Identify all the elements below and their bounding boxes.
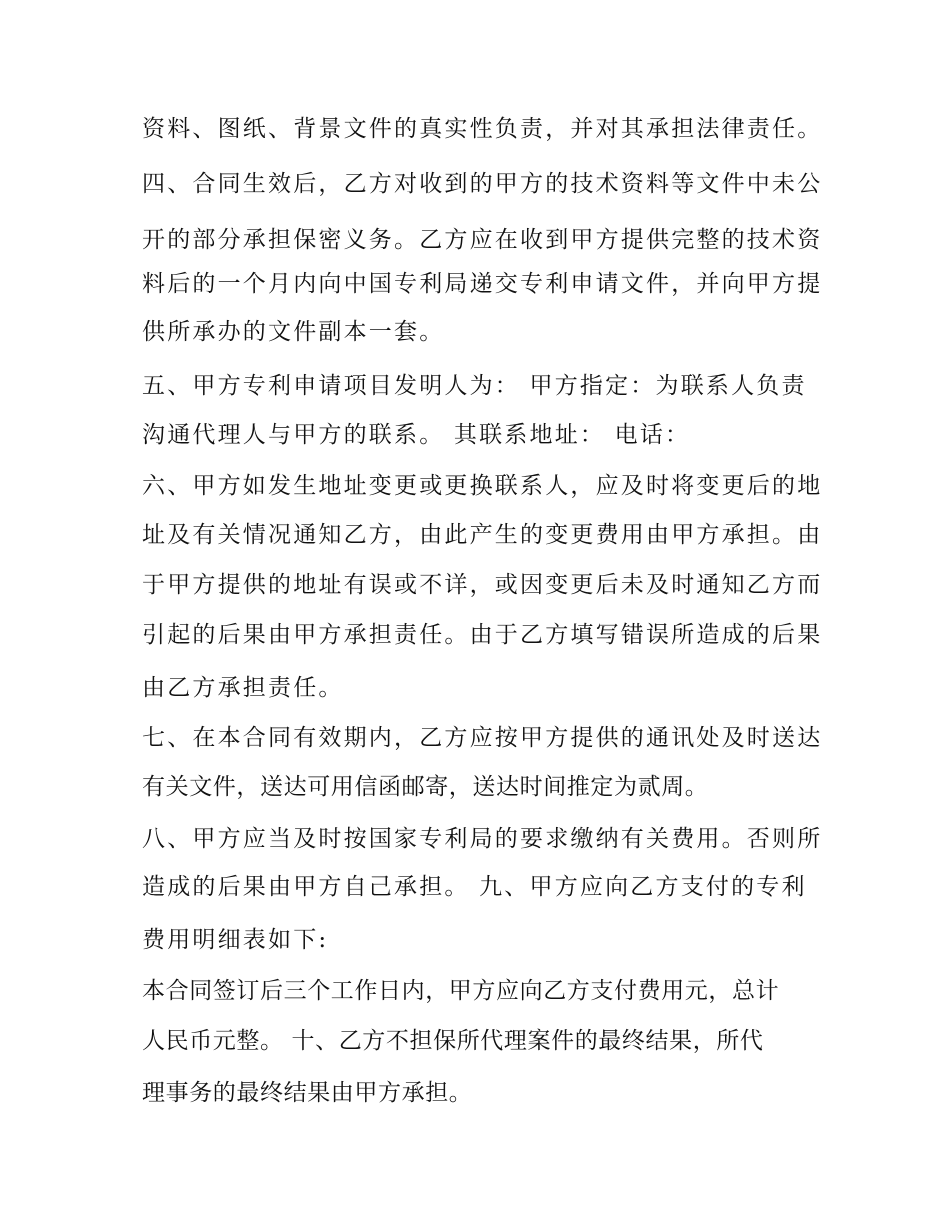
text-line: 理事务的最终结果由甲方承担。 <box>142 1080 473 1106</box>
text-line: 四、合同生效后，乙方对收到的甲方的技术资料等文件中未公 <box>142 171 823 197</box>
text-line: 供所承办的文件副本一套。 <box>142 319 445 345</box>
text-line: 址及有关情况通知乙方，由此产生的变更费用由甲方承担。由 <box>142 522 823 548</box>
text-line: 资料、图纸、背景文件的真实性负责，并对其承担法律责任。 <box>142 116 823 142</box>
text-line: 于甲方提供的地址有误或不详，或因变更后未及时通知乙方而 <box>142 572 823 598</box>
text-line: 七、在本合同有效期内，乙方应按甲方提供的通讯处及时送达 <box>142 725 823 751</box>
text-line: 料后的一个月内向中国专利局递交专利申请文件，并向甲方提 <box>142 271 823 297</box>
text-line: 由乙方承担责任。 <box>142 675 344 701</box>
text-line: 人民币元整。 十、乙方不担保所代理案件的最终结果，所代 <box>142 1028 764 1054</box>
text-line: 五、甲方专利申请项目发明人为： 甲方指定：为联系人负责 <box>142 373 807 399</box>
text-line: 开的部分承担保密义务。乙方应在收到甲方提供完整的技术资 <box>142 227 823 253</box>
text-line: 引起的后果由甲方承担责任。由于乙方填写错误所造成的后果 <box>142 622 823 648</box>
text-line: 费用明细表如下: <box>142 927 329 953</box>
text-line: 造成的后果由甲方自己承担。 九、甲方应向乙方支付的专利 <box>142 874 807 900</box>
text-line: 有关文件，送达可用信函邮寄，送达时间推定为贰周。 <box>142 774 709 800</box>
text-line: 沟通代理人与甲方的联系。 其联系地址： 电话： <box>142 422 691 448</box>
text-line: 六、甲方如发生地址变更或更换联系人，应及时将变更后的地 <box>142 473 823 499</box>
text-line: 八、甲方应当及时按国家专利局的要求缴纳有关费用。否则所 <box>142 826 823 852</box>
text-line: 本合同签订后三个工作日内，甲方应向乙方支付费用元，总计 <box>142 978 780 1004</box>
